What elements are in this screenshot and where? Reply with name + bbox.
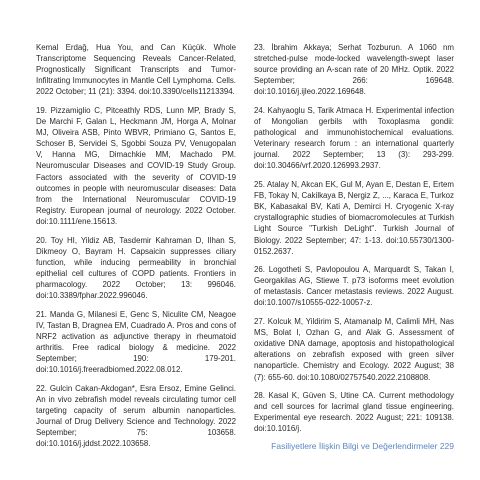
reference-28: 28. Kasal K, Güven S, Utine CA. Current methodology and cell sources for lacrimal gland tissue engineering. Experimental eye research. 2022 August; 221: 109138. doi:10.1016/j. — [254, 391, 454, 434]
reference-26: 26. Logotheti S, Pavlopoulou A, Marquardt S, Takan I, Georgakilas AG, Stiewe T. p73 isoforms meet evolution of metastasis. Cancer metastasis reviews. 2022 August. doi:10.1007/s10555-022-10057-z. — [254, 265, 454, 308]
reference-23: 23. İbrahim Akkaya; Serhat Tozburun. A 1060 nm stretched-pulse mode-locked wavelength-swept laser source providing an A-scan rate of 20 MHz. Optik. 2022 September; 266: 169648. doi:10.1016/j.ijleo.2022.169648. — [254, 43, 454, 97]
reference-20: 20. Toy HI, Yildiz AB, Tasdemir Kahraman D, Ilhan S, Dikmeoy O, Bayram H. Capsaicin suppresses ciliary function, while inducing permeability in bronchial epithelial cell cultures of COPD patients. Frontiers in pharmacology. 2022 October; 13: 996046. doi:10.3389/fphar.2022.996046. — [36, 235, 236, 300]
footer-title: Fasiliyetlere İlişkin Bilgi ve Değerlendirmeler — [271, 441, 438, 451]
reference-19: 19. Pizzamiglio C, Pitceathly RDS, Lunn MP, Brady S, De Marchi F, Galan L, Heckmann JM, Horga A, Molnar MJ, Oliveira ASB, Pinto WBVR, Primiano G, Santos E, Schoser B, Servidei S, Sgobbi Souza PV, Venugopalan V, Hanna MG, Dimachkie MM, Machado PM. Neuromuscular Diseases and COVID-19 Study Group. Factors associated with the severity of COVID-19 outcomes in people with neuromuscular diseases: Data from the International Neuromuscular COVID-19 Registry. European journal of neurology. 2022 October. doi:10.1111/ene.15613. — [36, 105, 236, 226]
reference-18-continued: Kemal Erdağ, Hua You, and Can Küçük. Whole Transcriptome Sequencing Reveals Cancer-Related, Prognostically Significant Transcripts and Tumor-Infiltrating Immunocytes in Mantle Cell Lymphoma. Cells. 2022 October; 11 (21): 3394. doi:10.3390/cells11213394. — [36, 43, 236, 97]
page-footer — [254, 441, 454, 451]
reference-22: 22. Gulcin Cakan-Akdogan*, Esra Ersoz, Emine Gelinci. An in vivo zebrafish model reveals circulating tumor cell targeting capacity of serum albumin nanoparticles. Journal of Drug Delivery Science and Technology. 2022 September; 75: 103658. doi:10.1016/j.jddst.2022.103658. — [36, 383, 236, 449]
reference-27: 27. Kolcuk M, Yildirim S, Atamanalp M, Calimli MH, Nas MS, Bolat I, Ozhan G, and Alak G. Assessment of oxidative DNA damage, apoptosis and histopathological alterations on zebrafish exposed with green silver nanoparticle. Chemistry and Ecology. 2022 August; 38 (7): 655-60. doi:10.1080/02757540.2022.2108808. — [254, 317, 454, 382]
page-number: 229 — [439, 441, 454, 451]
reference-25: 25. Atalay N, Akcan EK, Gul M, Ayan E, Destan E, Ertem FB, Tokay N, Cakilkaya B, Nergiz Z, ..., Karaca E, Turkoz BK, Kabasakal BV, Kati A, Demirci H. Cryogenic X-ray crystallographic studies of biomacromolecules at Turkish Light Source "Turkish DeLight". Turkish Journal of Biology. 2022 September; 47: 1-13. doi:10.55730/1300-0152.2637. — [254, 180, 454, 256]
left-column — [36, 42, 236, 457]
reference-24: 24. Kahyaoglu S, Tarik Atmaca H. Experimental infection of Mongolian gerbils with Toxoplasma gondii: pathological and immunohistochemical evaluations. Veterinary research forum : an international quarterly journal. 2022 September; 13 (3): 293-299. doi:10.30466/vrf.2020.126993.2937. — [254, 105, 454, 171]
right-column — [254, 42, 454, 442]
reference-21: 21. Manda G, Milanesi E, Genc S, Niculite CM, Neagoe IV, Tastan B, Dragnea EM, Cuadrado A. Pros and cons of NRF2 activation as adjunctive therapy in rheumatoid arthritis. Free radical biology & medicine. 2022 September; 190: 179-201. doi:10.1016/j.freeradbiomed.2022.08.012. — [36, 309, 237, 375]
